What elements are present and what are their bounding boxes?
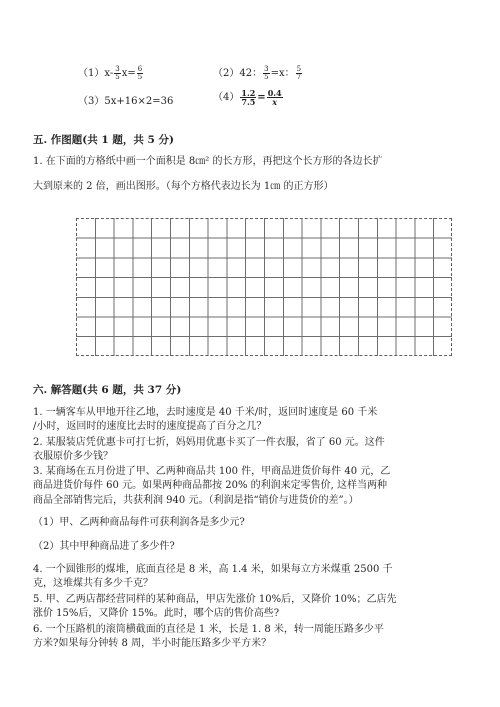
equation-1: [78, 64, 144, 81]
equation-label: （1）: [78, 68, 105, 79]
question-text: 商品进货价每件 60 元。如果两种商品都按 20% 的利润来定零售价, 这样当两种: [33, 480, 388, 491]
question-text: 商品全部销售完后，共获利润 940 元。（利润是指“销价与进货价的差”。）: [33, 495, 359, 506]
fraction: $\frac{6}{5}$: [137, 65, 143, 81]
equation-text: 5x+16×2=36: [104, 96, 174, 107]
question-text: 5. 甲、乙两店都经营同样的某种商品，甲店先涨价 10%后，又降价 10%；乙店先: [33, 594, 397, 605]
equation-4: [213, 88, 284, 106]
question-text: /小时，返回时的速度比去时的速度提高了百分之几？: [33, 421, 267, 432]
grid-paper[interactable]: [76, 218, 452, 356]
equation-text: 42：: [239, 68, 263, 79]
fraction: $\frac{0.4}{x}$: [267, 88, 282, 107]
question-text: 涨价 15%后，又降价 15%。此时，哪个店的售价高些?: [33, 608, 280, 619]
fraction: $\frac{3}{5}$: [264, 65, 269, 81]
question-text: 2. 某服装店凭优惠卡可打七折，妈妈用优惠卡买了一件衣服，省了 60 元。这件: [33, 437, 385, 448]
equation-text: x=: [121, 68, 136, 79]
equation-text: x-: [104, 68, 114, 79]
equation-text: =x：: [270, 68, 295, 79]
equation-text: =: [257, 92, 266, 103]
sub-question: （2）其中甲种商品进了多少件?: [33, 541, 175, 552]
section-title-answer: 六. 解答题(共 6 题，共 37 分): [33, 384, 182, 396]
fraction: $\frac{3}{5}$: [115, 65, 120, 81]
question-text: 衣服原价多少钱？: [33, 451, 113, 462]
question-text: 方米?如果每分钟转 8 周，半小时能压路多少平方米？: [33, 638, 272, 649]
sub-question: （1）甲、乙两种商品每件可获利润各是多少元?: [33, 517, 245, 528]
question-text: 6. 一个压路机的滚筒横截面的直径是 1 米，长是 1. 8 米，转一周能压路多少平: [33, 624, 384, 635]
equation-2: [213, 64, 303, 81]
fraction: $\frac{1.2}{7.5}$: [241, 88, 256, 107]
section-title-drawing: 五. 作图题(共 1 题，共 5 分): [33, 134, 174, 146]
question-text: 1. 一辆客车从甲地开往乙地，去时速度是 40 千米/时，返回时速度是 60 千米: [33, 407, 378, 418]
equation-label: （4）: [213, 92, 240, 103]
question-text: 3. 某商场在五月份进了甲、乙两种商品共 100 件，甲商品进货价每件 40 元，乙: [33, 466, 391, 477]
equation-3: [78, 92, 173, 107]
question-text: 4. 一个圆锥形的煤堆，底面直径是 8 米，高 1.4 米，如果每立方米煤重 2500 千: [33, 564, 393, 575]
fraction: $\frac{5}{7}$: [296, 65, 302, 81]
equation-label: （3）: [78, 96, 105, 107]
question-text: 大到原来的 2 倍，画出图形。（每个方格代表边长为 1㎝ 的正方形）: [33, 181, 334, 192]
question-text: 克，这堆煤共有多少千克？: [33, 578, 153, 589]
question-text: 1. 在下面的方格纸中画一个面积是 8㎝² 的长方形，再把这个长方形的各边长扩: [33, 156, 383, 167]
equation-label: （2）: [213, 68, 240, 79]
